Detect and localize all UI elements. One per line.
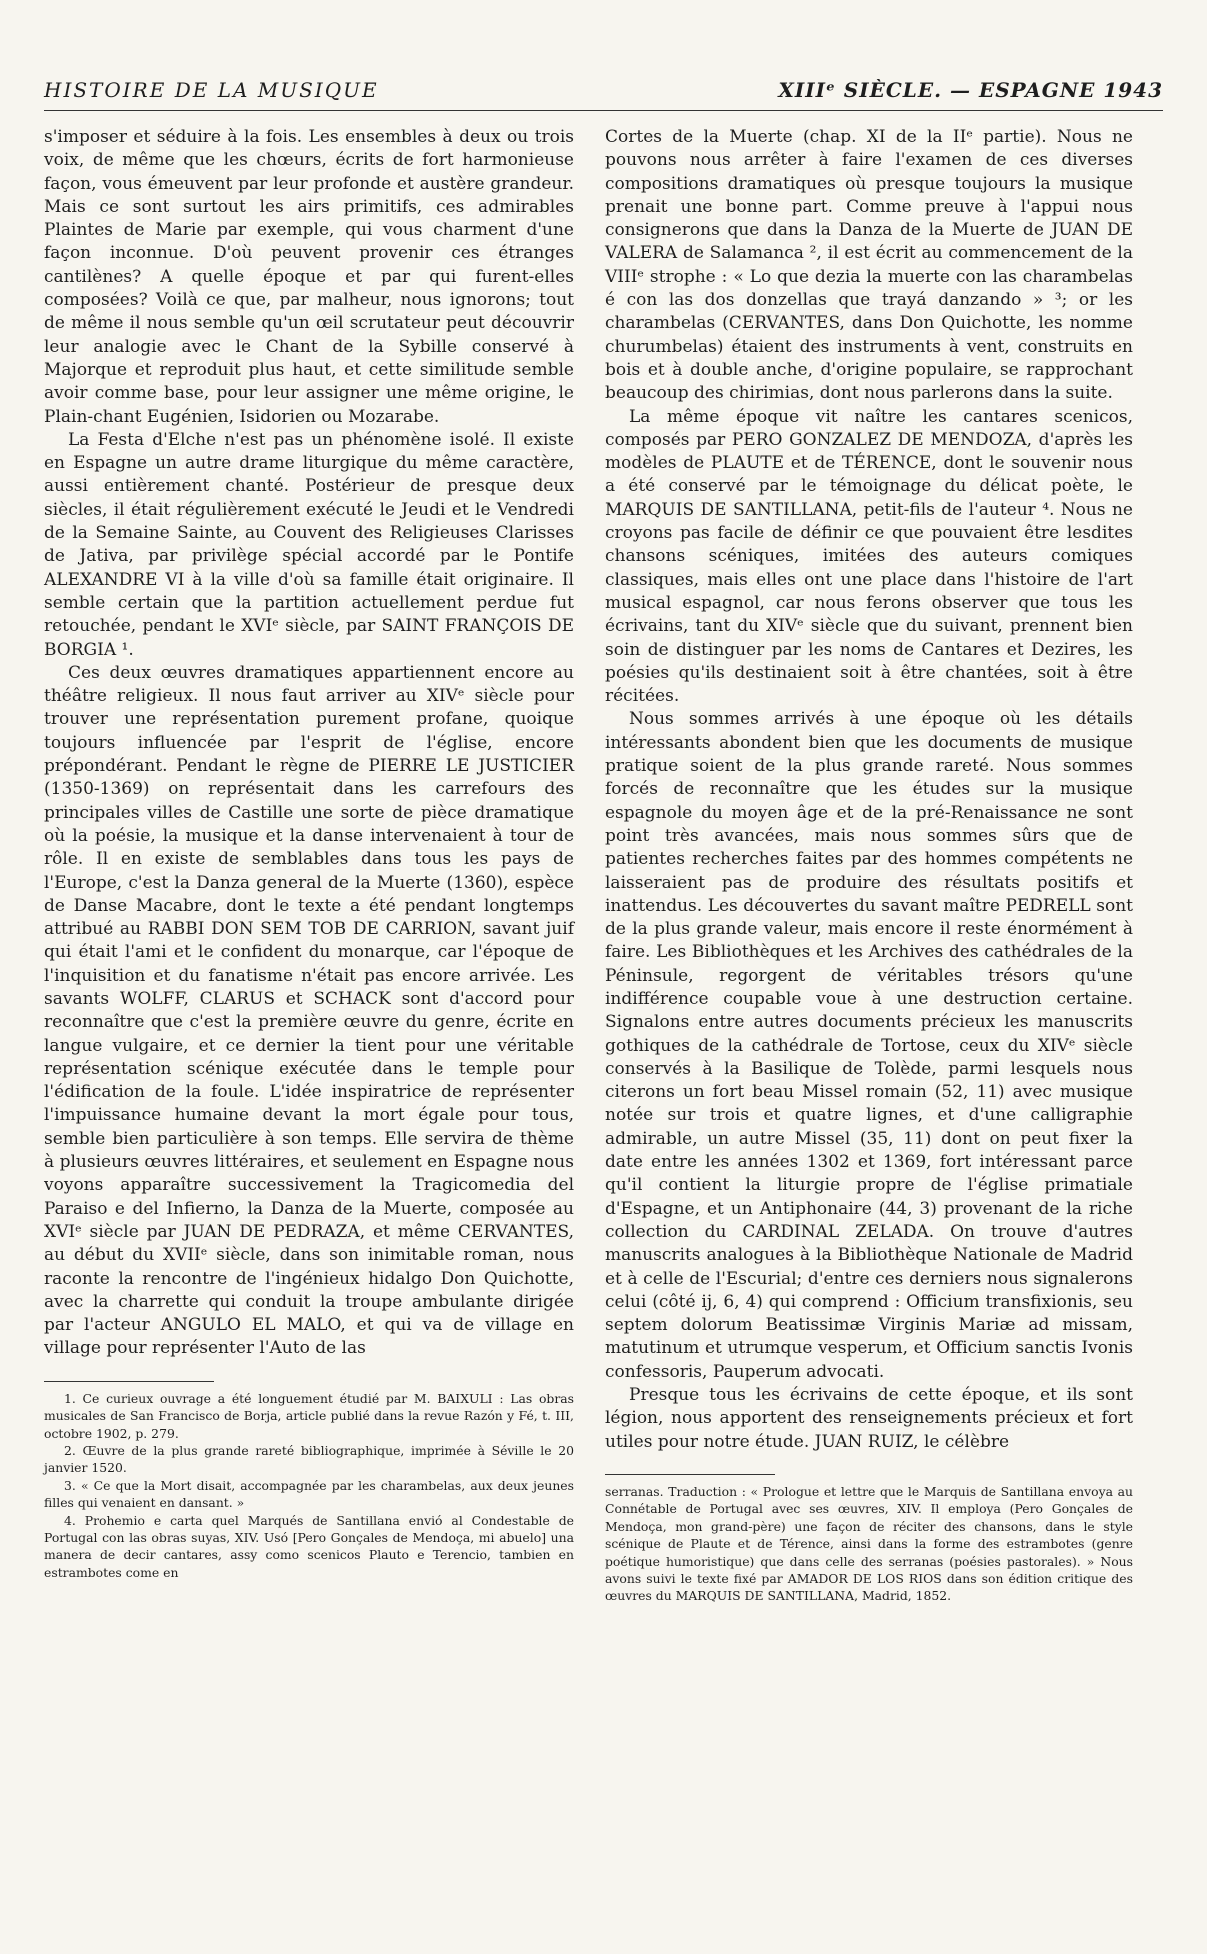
footnote-continuation: serranas. Traduction : « Prologue et lettre que le Marquis de Santillana envoya au Connétable de Portugal avec ses œuvres, XIV. Il employa (Pero Gonçales de Mendoça, mon grand-père) une façon de réciter des chansons, dans le style scénique de Plaute et de Térence, ainsi dans la forme des estrambotes (genre poétique humoristique) que dans celle des serranas (poésies pastorales). » Nous avons suivi le texte fixé par AMADOR DE LOS RIOS dans son édition critique des œuvres du MARQUIS DE SANTILLANA, Madrid, 1852. xyxy=(605,1483,1133,1604)
footnotes xyxy=(44,1390,574,1581)
footnote: 4. Prohemio e carta quel Marqués de Santillana envió al Condestable de Portugal con las obras suyas, XIV. Usó [Pero Gonçales de Mendoça, mi abuelo] una manera de decir cantares, assy como scenicos Plauto e Terencio, tambien en estrambotes come en xyxy=(44,1512,574,1580)
footnote: 3. « Ce que la Mort disait, accompagnée par les charambelas, aux deux jeunes filles qui venaient en dansant. » xyxy=(44,1477,574,1511)
running-head-section-and-page: XIIIᵉ SIÈCLE. — ESPAGNE 1943 xyxy=(778,78,1163,102)
body-paragraph: Ces deux œuvres dramatiques appartiennent encore au théâtre religieux. Il nous faut arriver au XIVᵉ siècle pour trouver une représentation purement profane, quoique toujours influencée par l'esprit de l'église, encore prépondérant. Pendant le règne de PIERRE LE JUSTICIER (1350-1369) on représentait dans les carrefours des principales villes de Castille une sorte de pièce dramatique où la poésie, la musique et la danse intervenaient à tour de rôle. Il en existe de semblables dans tous les pays de l'Europe, c'est la Danza general de la Muerte (1360), espèce de Danse Macabre, dont le texte a été pendant longtemps attribué au RABBI DON SEM TOB DE CARRION, savant juif qui était l'ami et le confident du monarque, car l'époque de l'inquisition et du fanatisme n'était pas encore arrivée. Les savants WOLFF, CLARUS et SCHACK sont d'accord pour reconnaître que c'est la première œuvre du genre, écrite en langue vulgaire, et ce dernier la tient pour une véritable représentation scénique exécutée dans le temple pour l'édification de la foule. L'idée inspiratrice de représenter l'impuissance humaine devant la mort égale pour tous, semble bien particulière à son temps. Elle servira de thème à plusieurs œuvres littéraires, et seulement en Espagne nous voyons apparaître successivement la Tragicomedia del Paraiso e del Infierno, la Danza de la Muerte, composée au XVIᵉ siècle par JUAN DE PEDRAZA, et même CERVANTES, au début du XVIIᵉ siècle, dans son inimitable roman, nous raconte la rencontre de l'ingénieux hidalgo Don Quichotte, avec la charrette qui conduit la troupe ambulante dirigée par l'acteur ANGULO EL MALO, et qui va de village en village pour représenter l'Auto de las xyxy=(44,662,574,1359)
body-paragraph: Nous sommes arrivés à une époque où les détails intéressants abondent bien que les documents de musique pratique soient de la plus grande rareté. Nous sommes forcés de reconnaître que les études sur la musique espagnole du moyen âge et de la pré-Renaissance ne sont point très avancées, mais nous sommes sûrs que de patientes recherches faites par des hommes compétents ne laisseraient pas de produire des résultats positifs et inattendus. Les découvertes du savant maître PEDRELL sont de la plus grande valeur, mais encore il reste énormément à faire. Les Bibliothèques et les Archives des cathédrales de la Péninsule, regorgent de véritables trésors qu'une indifférence coupable voue à une destruction certaine. Signalons entre autres documents précieux les manuscrits gothiques de la cathédrale de Tortose, ceux du XIVᵉ siècle conservés à la Basilique de Tolède, parmi lesquels nous citerons un fort beau Missel romain (52, 11) avec musique notée sur trois et quatre lignes, et d'une calligraphie admirable, un autre Missel (35, 11) dont on peut fixer la date entre les années 1302 et 1369, fort intéressant parce qu'il contient la liturgie propre de l'église primatiale d'Espagne, et un Antiphonaire (44, 3) provenant de la riche collection du CARDINAL ZELADA. On trouve d'autres manuscrits analogues à la Bibliothèque Nationale de Madrid et à celle de l'Escurial; d'entre ces derniers nous signalerons celui (côté ij, 6, 4) qui comprend : Officium transfixionis, seu septem dolorum Beatissimæ Virginis Mariæ ad missam, matutinum et utrumque vesperum, et Officium sanctis Ivonis confessoris, Pauperum advocati. xyxy=(605,709,1133,1382)
body-paragraph: Cortes de la Muerte (chap. XI de la IIᵉ partie). Nous ne pouvons nous arrêter à faire l'examen de ces diverses compositions dramatiques où presque toujours la musique prenait une bonne part. Comme preuve à l'appui nous consignerons que dans la Danza de la Muerte de JUAN DE VALERA de Salamanca ², il est écrit au commencement de la VIIIᵉ strophe : « Lo que dezia la muerte con las charambelas é con las dos donzellas que trayá danzando » ³; or les charambelas (CERVANTES, dans Don Quichotte, les nomme churumbelas) étaient des instruments à vent, construits en bois et à double anche, d'origine populaire, se rapprochant beaucoup des chirimias, dont nous parlerons dans la suite. xyxy=(605,127,1133,404)
footnote-separator xyxy=(44,1381,214,1382)
footnote: 1. Ce curieux ouvrage a été longuement étudié par M. BAIXULI : Las obras musicales de San Francisco de Borja, article publié dans la revue Razón y Fé, t. III, octobre 1902, p. 279. xyxy=(44,1390,574,1441)
footnotes xyxy=(605,1483,1133,1605)
body-paragraph: La Festa d'Elche n'est pas un phénomène isolé. Il existe en Espagne un autre drame liturgique du même caractère, aussi entièrement chanté. Postérieur de presque deux siècles, il était régulièrement exécuté le Jeudi et le Vendredi de la Semaine Sainte, au Couvent des Religieuses Clarisses de Jativa, par privilège spécial accordé par le Pontife ALEXANDRE VI à la ville d'où sa famille était originaire. Il semble certain que la partition actuellement perdue fut retouchée, pendant le XVIᵉ siècle, par SAINT FRANÇOIS DE BORGIA ¹. xyxy=(44,429,574,660)
footnote: 2. Œuvre de la plus grande rareté bibliographique, imprimée à Séville le 20 janvier 1520. xyxy=(44,1442,574,1476)
body-paragraph: La même époque vit naître les cantares scenicos, composés par PERO GONZALEZ DE MENDOZA, d'après les modèles de PLAUTE et de TÉRENCE, dont le souvenir nous a été conservé par le témoignage du délicat poète, le MARQUIS DE SANTILLANA, petit-fils de l'auteur ⁴. Nous ne croyons pas facile de définir ce que pouvaient être lesdites chansons scéniques, imitées des auteurs comiques classiques, mais elles ont une place dans l'histoire de l'art musical espagnol, car nous ferons observer que tous les écrivains, tant du XIVᵉ siècle que du suivant, prennent bien soin de distinguer par les noms de Cantares et Dezires, les poésies qu'ils destinaient soit à être chantées, soit à être récitées. xyxy=(605,406,1133,707)
left-column xyxy=(44,126,574,1581)
footnote-separator xyxy=(605,1474,775,1475)
running-head xyxy=(44,76,1163,111)
body-paragraph: s'imposer et séduire à la fois. Les ensembles à deux ou trois voix, de même que les chœurs, écrits de fort harmonieuse façon, vous émeuvent par leur profonde et austère grandeur. Mais ce sont surtout les airs primitifs, ces admirables Plaintes de Marie par exemple, qui vous charment d'une façon inconnue. D'où peuvent provenir ces étranges cantilènes? A quelle époque et par qui furent-elles composées? Voilà ce que, par malheur, nous ignorons; tout de même il nous semble qu'un œil scrutateur peut découvrir leur analogie avec le Chant de la Sybille conservé à Majorque et reproduit plus haut, et cette similitude semble avoir comme base, pour leur assigner une même origine, le Plain-chant Eugénien, Isidorien ou Mozarabe. xyxy=(44,127,574,427)
body-paragraph: Presque tous les écrivains de cette époque, et ils sont légion, nous apportent des renseignements précieux et fort utiles pour notre étude. JUAN RUIZ, le célèbre xyxy=(605,1385,1133,1452)
right-column xyxy=(605,126,1133,1605)
running-head-title: HISTOIRE DE LA MUSIQUE xyxy=(44,78,379,102)
